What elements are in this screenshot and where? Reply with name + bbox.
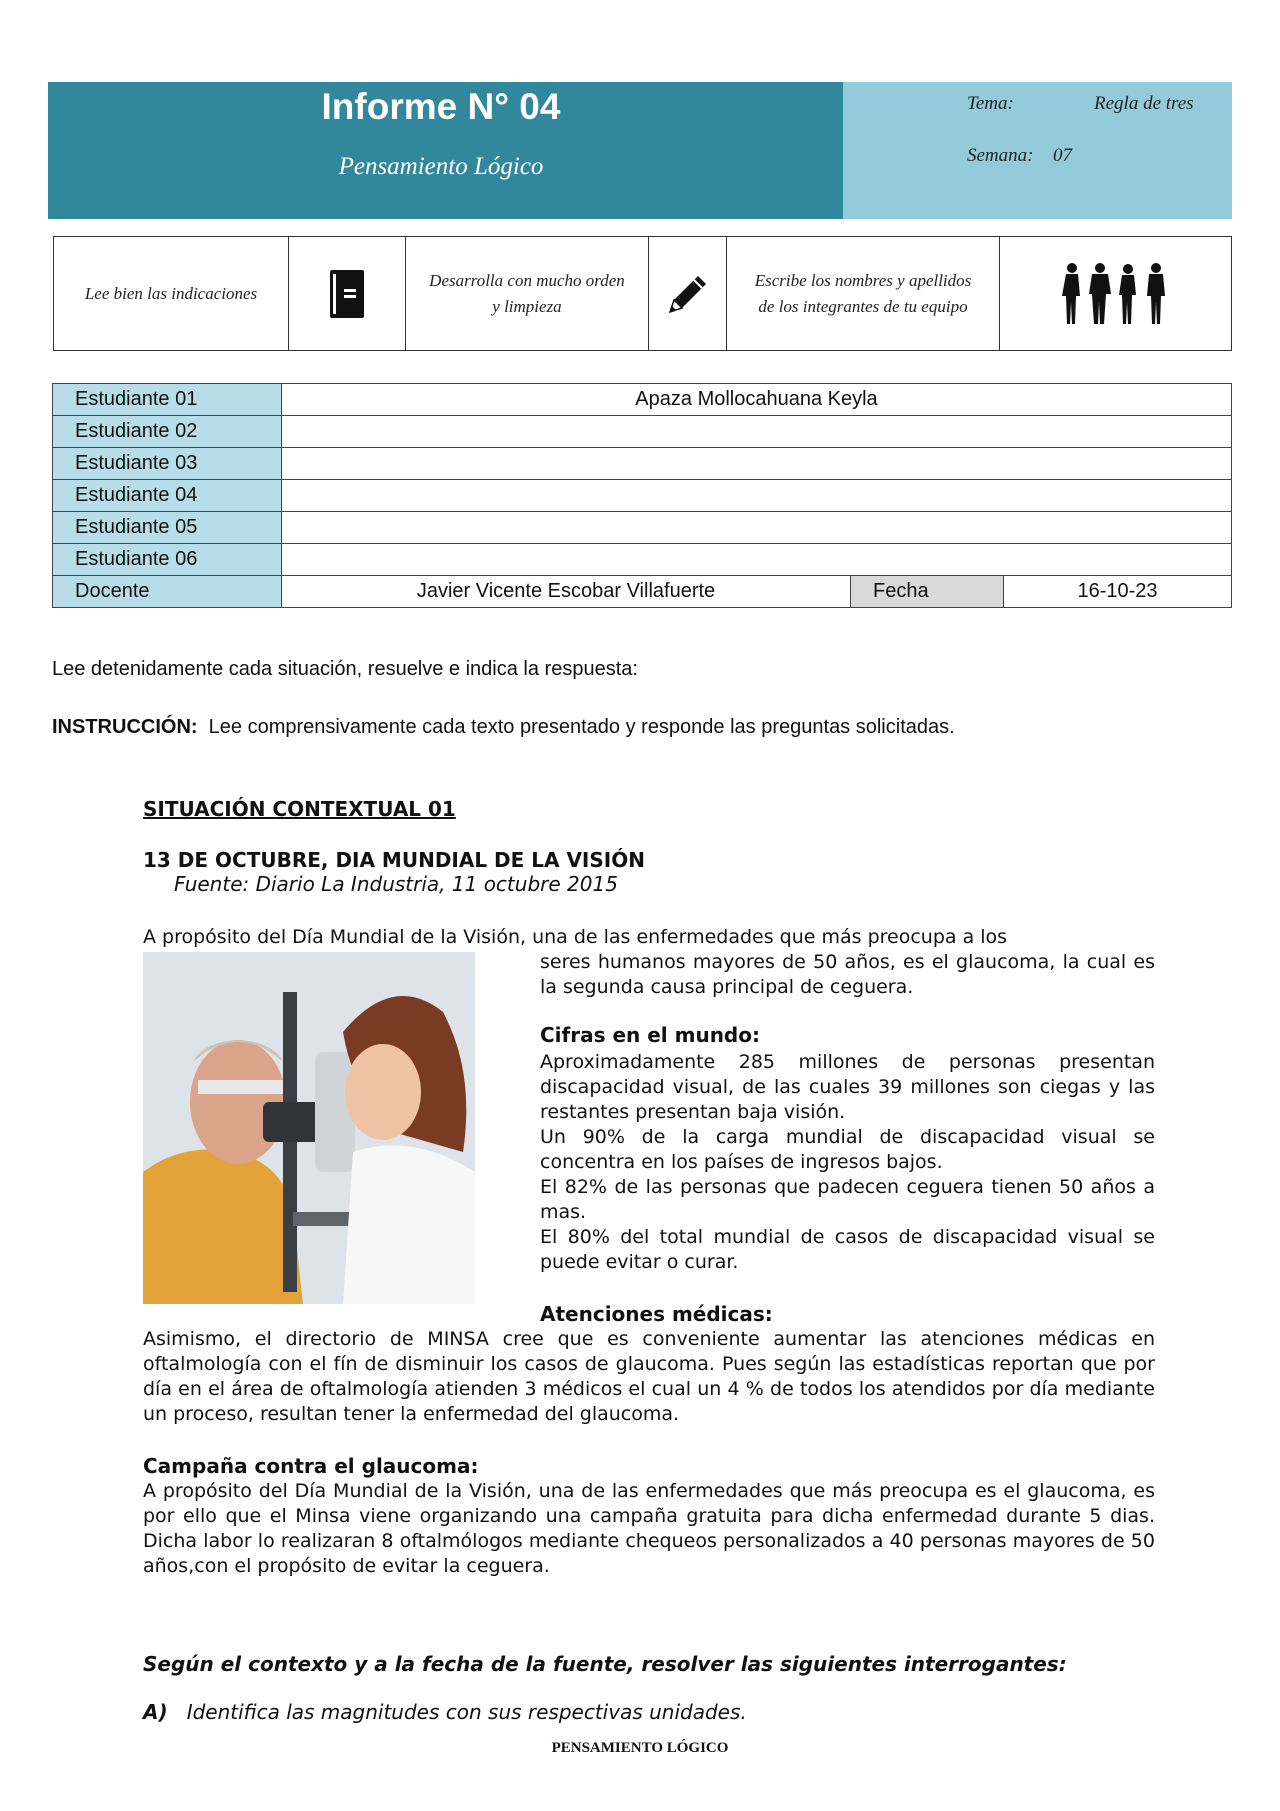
situation-title: 13 DE OCTUBRE, DIA MUNDIAL DE LA VISIÓN [143,848,645,872]
cifras-item-1: Aproximadamente 285 millones de personas presentan discapacidad visual, de las cuales 39 millones son ciegas y las restantes presentan baja visión. [540,1051,1155,1123]
student-name [282,512,1232,544]
question-a-label: A) [143,1700,168,1724]
cifras-item-4: El 80% del total mundial de casos de discapacidad visual se puede evitar o curar. [540,1226,1155,1273]
instruction-label: INSTRUCCIÓN: [52,716,198,738]
table-row [53,480,1232,512]
instruction-strip [53,236,1232,351]
situation-heading: SITUACIÓN CONTEXTUAL 01 [143,797,456,821]
student-label: Estudiante 02 [53,416,282,448]
docente-label: Docente [53,576,282,608]
student-label: Estudiante 06 [53,544,282,576]
table-row [53,384,1232,416]
student-name: Apaza Mollocahuana Keyla [282,384,1232,416]
instruction-line [52,716,955,739]
docente-name: Javier Vicente Escobar Villafuerte [282,576,851,608]
student-name [282,544,1232,576]
questions-intro: Según el contexto y a la fecha de la fuente, resolver las siguientes interrogantes: [143,1652,1067,1676]
semana-value: 07 [1053,145,1072,166]
student-label: Estudiante 03 [53,448,282,480]
table-row [53,512,1232,544]
report-title: Informe N° 04 [321,86,561,127]
question-a [143,1700,747,1724]
students-table [52,383,1232,608]
strip-cell-notebook [289,237,406,350]
atenciones-text: Asimismo, el directorio de MINSA cree que es conveniente aumentar las atenciones médicas en oftalmología con el fín de disminuir los casos de glaucoma. Pues según las estadísticas reportan que por día en el área de oftalmología atienden 3 médicos el cual un 4 % de todos los atendidos por día mediante un proceso, resultan tener la enfermedad del glaucoma. [143,1328,1155,1425]
strip-cell-names [727,237,1000,350]
strip-cell-order [406,237,649,350]
paragraph-1-first-line: A propósito del Día Mundial de la Visión, una de las enfermedades que más preocupa a los [143,926,1008,948]
cifras-item-3: El 82% de las personas que padecen ceguera tienen 50 años a mas. [540,1176,1155,1223]
strip-order-text: Desarrolla con mucho orden y limpieza [429,270,625,316]
tema-value: Regla de tres [1094,93,1194,114]
cifras-block [540,1050,1155,1275]
student-label: Estudiante 05 [53,512,282,544]
instruction-text: Lee comprensivamente cada texto presentado y responde las preguntas solicitadas. [208,716,955,738]
situation-source: Fuente: Diario La Industria, 11 octubre 2015 [174,872,618,896]
strip-read-text: Lee bien las indicaciones [84,283,258,303]
strip-names-text: Escribe los nombres y apellidos de los integrantes de tu equipo [754,270,972,316]
cifras-heading: Cifras en el mundo: [540,1023,760,1047]
table-row [53,544,1232,576]
question-a-text: Identifica las magnitudes con sus respectivas unidades. [186,1700,747,1724]
eye-exam-photo [143,952,475,1304]
campana-text: A propósito del Día Mundial de la Visión, una de las enfermedades que más preocupa es el glaucoma, es por ello que el Minsa viene organizando una campaña gratuita para dicha enfermedad durante 5 dias. Dicha labor lo realizaran 8 oftalmólogos mediante chequeos personalizados a 40 personas mayores de 50 años,con el propósito de evitar la ceguera. [143,1480,1155,1577]
intro-text: Lee detenidamente cada situación, resuelve e indica la respuesta: [52,658,638,680]
student-name [282,448,1232,480]
semana-label: Semana: [967,145,1034,166]
tema-label: Tema: [967,93,1014,114]
student-name [282,480,1232,512]
report-subtitle: Pensamiento Lógico [338,153,544,180]
atenciones-heading: Atenciones médicas: [540,1302,773,1326]
strip-cell-team [1000,237,1230,350]
student-label: Estudiante 04 [53,480,282,512]
strip-cell-pencil [649,237,727,350]
table-row [53,448,1232,480]
paragraph-1-rest: seres humanos mayores de 50 años, es el glaucoma, la cual es la segunda causa principal de ceguera. [540,951,1155,998]
student-label: Estudiante 01 [53,384,282,416]
team-silhouettes-icon [1060,262,1170,326]
docente-row [53,576,1232,608]
page-footer: PENSAMIENTO LÓGICO [551,1740,729,1756]
notebook-icon [330,270,364,318]
pencil-icon [664,270,712,318]
cifras-item-2: Un 90% de la carga mundial de discapacidad visual se concentra en los países de ingresos bajos. [540,1126,1155,1173]
fecha-label: Fecha [851,576,1004,608]
strip-cell-read [54,237,289,350]
student-name [282,416,1232,448]
eye-exam-illustration [143,952,475,1304]
table-row [53,416,1232,448]
campana-heading: Campaña contra el glaucoma: [143,1454,479,1478]
fecha-value: 16-10-23 [1004,576,1232,608]
